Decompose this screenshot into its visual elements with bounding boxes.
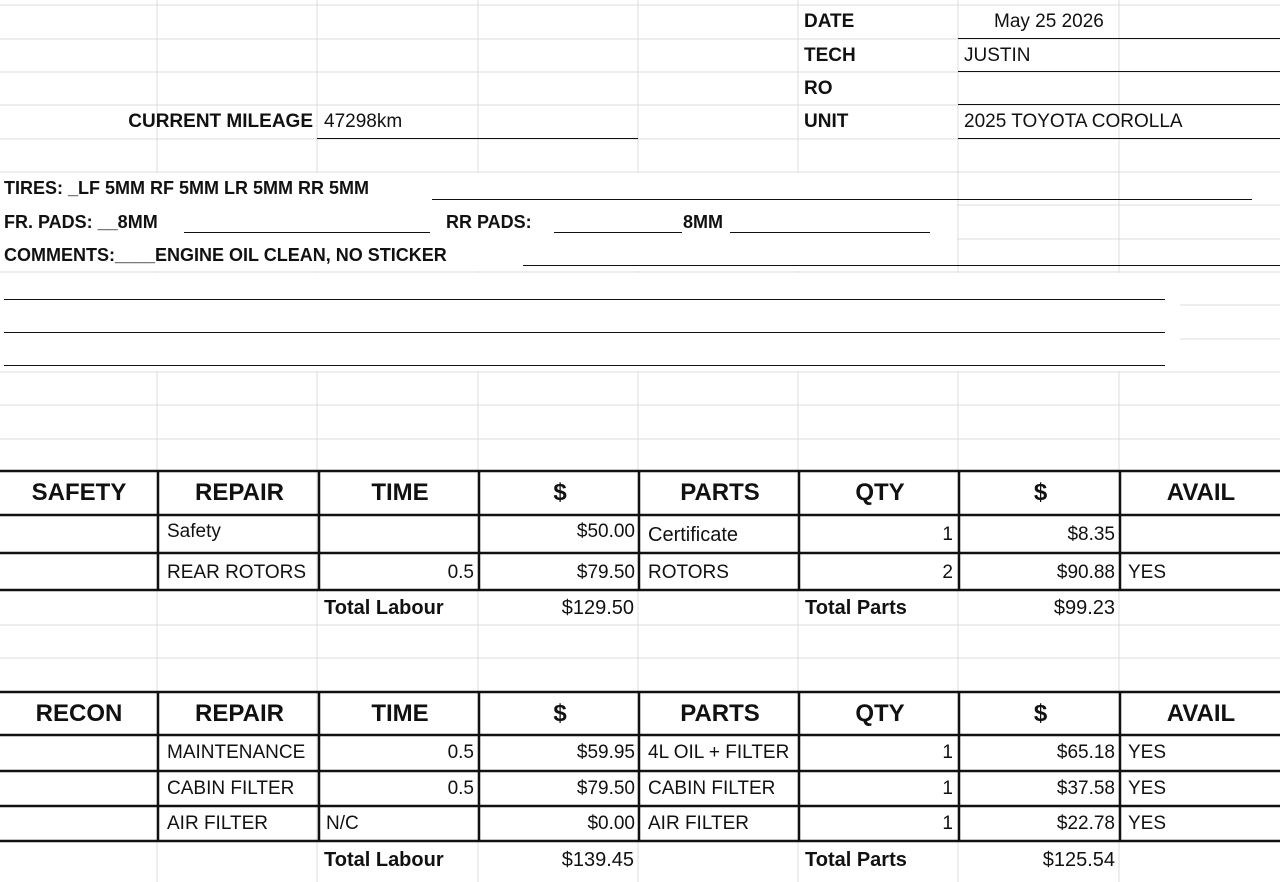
recon-row2-repair[interactable]: CABIN FILTER bbox=[167, 778, 295, 799]
safety-time-header: TIME bbox=[371, 479, 429, 506]
comments-line[interactable]: COMMENTS:____ENGINE OIL CLEAN, NO STICKER bbox=[4, 245, 447, 265]
recon-row2-qty[interactable]: 1 bbox=[942, 778, 953, 799]
recon-time-header: TIME bbox=[371, 700, 429, 727]
date-label: DATE bbox=[804, 11, 855, 32]
safety-row1-parts-cost[interactable]: $8.35 bbox=[1067, 524, 1115, 545]
recon-row2-time[interactable]: 0.5 bbox=[447, 778, 474, 799]
unit-underline bbox=[958, 138, 1280, 139]
safety-total-parts-label: Total Parts bbox=[805, 597, 907, 619]
recon-row1-qty[interactable]: 1 bbox=[942, 742, 953, 763]
comments-underline bbox=[523, 265, 1280, 266]
recon-row1-labour-cost[interactable]: $59.95 bbox=[576, 742, 635, 763]
safety-row1-labour-cost[interactable]: $50.00 bbox=[576, 521, 635, 542]
safety-parts-cost-header: $ bbox=[1033, 479, 1048, 506]
safety-avail-header: AVAIL bbox=[1166, 479, 1236, 506]
recon-row1-part[interactable]: 4L OIL + FILTER bbox=[648, 742, 790, 763]
recon-row2-parts-cost[interactable]: $37.58 bbox=[1056, 778, 1115, 799]
mileage-underline bbox=[317, 138, 638, 139]
safety-row2-avail[interactable]: YES bbox=[1128, 562, 1167, 583]
recon-repair-header: REPAIR bbox=[195, 700, 284, 727]
comments-blank-line-3[interactable] bbox=[4, 365, 1165, 366]
recon-row1-parts-cost[interactable]: $65.18 bbox=[1056, 742, 1115, 763]
ro-underline bbox=[958, 104, 1280, 105]
rear-pads-underline-right bbox=[730, 232, 930, 233]
recon-row3-avail[interactable]: YES bbox=[1128, 813, 1167, 834]
safety-repair-header: REPAIR bbox=[195, 479, 284, 506]
front-pads-underline bbox=[184, 232, 430, 233]
recon-labour-cost-header: $ bbox=[553, 700, 567, 727]
date-value[interactable]: May 25 2026 bbox=[994, 11, 1104, 32]
recon-row2-part[interactable]: CABIN FILTER bbox=[648, 778, 776, 799]
rear-pads-underline-left bbox=[554, 232, 682, 233]
ro-label: RO bbox=[804, 78, 833, 99]
safety-total-parts-value: $99.23 bbox=[1053, 597, 1115, 619]
safety-row2-qty[interactable]: 2 bbox=[942, 562, 953, 583]
tech-underline bbox=[958, 71, 1280, 72]
safety-labour-cost-header: $ bbox=[553, 479, 567, 506]
front-pads-line[interactable]: FR. PADS: __8MM bbox=[4, 212, 158, 232]
safety-header: SAFETY bbox=[31, 479, 127, 506]
recon-total-parts-label: Total Parts bbox=[805, 849, 907, 871]
recon-row1-repair[interactable]: MAINTENANCE bbox=[167, 742, 306, 763]
unit-label: UNIT bbox=[804, 111, 849, 132]
mileage-label: CURRENT MILEAGE bbox=[128, 111, 313, 132]
tires-line[interactable]: TIRES: _LF 5MM RF 5MM LR 5MM RR 5MM bbox=[4, 178, 369, 198]
recon-total-labour-value: $139.45 bbox=[561, 849, 634, 871]
recon-row3-time[interactable]: N/C bbox=[326, 813, 359, 834]
safety-row1-repair[interactable]: Safety bbox=[167, 521, 221, 542]
safety-parts-header: PARTS bbox=[680, 479, 760, 506]
safety-row2-labour-cost[interactable]: $79.50 bbox=[576, 562, 635, 583]
recon-row3-repair[interactable]: AIR FILTER bbox=[167, 813, 268, 834]
recon-header: RECON bbox=[35, 700, 123, 727]
recon-total-labour-label: Total Labour bbox=[324, 849, 444, 871]
recon-row3-parts-cost[interactable]: $22.78 bbox=[1056, 813, 1115, 834]
rear-pads-value[interactable]: 8MM bbox=[683, 212, 723, 232]
safety-row2-repair[interactable]: REAR ROTORS bbox=[167, 562, 307, 583]
safety-row1-part[interactable]: Certificate bbox=[648, 524, 739, 546]
recon-parts-header: PARTS bbox=[680, 700, 760, 727]
recon-total-parts-value: $125.54 bbox=[1042, 849, 1115, 871]
safety-total-labour-value: $129.50 bbox=[561, 597, 634, 619]
recon-avail-header: AVAIL bbox=[1166, 700, 1236, 727]
comments-blank-line-1[interactable] bbox=[4, 299, 1165, 300]
recon-parts-cost-header: $ bbox=[1033, 700, 1048, 727]
safety-qty-header: QTY bbox=[855, 479, 905, 506]
safety-row2-parts-cost[interactable]: $90.88 bbox=[1056, 562, 1115, 583]
recon-row1-time[interactable]: 0.5 bbox=[447, 742, 474, 763]
safety-row2-part[interactable]: ROTORS bbox=[648, 562, 729, 583]
recon-row2-labour-cost[interactable]: $79.50 bbox=[576, 778, 635, 799]
comments-blank-line-2[interactable] bbox=[4, 332, 1165, 333]
recon-row1-avail[interactable]: YES bbox=[1128, 742, 1167, 763]
rear-pads-label: RR PADS: bbox=[446, 212, 532, 232]
tires-underline bbox=[432, 199, 1252, 200]
tech-value[interactable]: JUSTIN bbox=[964, 45, 1031, 66]
safety-row2-time[interactable]: 0.5 bbox=[447, 562, 474, 583]
recon-row2-avail[interactable]: YES bbox=[1128, 778, 1167, 799]
mileage-value[interactable]: 47298km bbox=[324, 111, 403, 132]
recon-row3-qty[interactable]: 1 bbox=[942, 813, 953, 834]
recon-row3-part[interactable]: AIR FILTER bbox=[648, 813, 749, 834]
recon-row3-labour-cost[interactable]: $0.00 bbox=[587, 813, 635, 834]
safety-total-labour-label: Total Labour bbox=[324, 597, 444, 619]
unit-value[interactable]: 2025 TOYOTA COROLLA bbox=[964, 111, 1183, 132]
tech-label: TECH bbox=[804, 45, 856, 66]
recon-qty-header: QTY bbox=[855, 700, 905, 727]
date-underline bbox=[958, 38, 1280, 39]
safety-row1-qty[interactable]: 1 bbox=[942, 524, 953, 545]
